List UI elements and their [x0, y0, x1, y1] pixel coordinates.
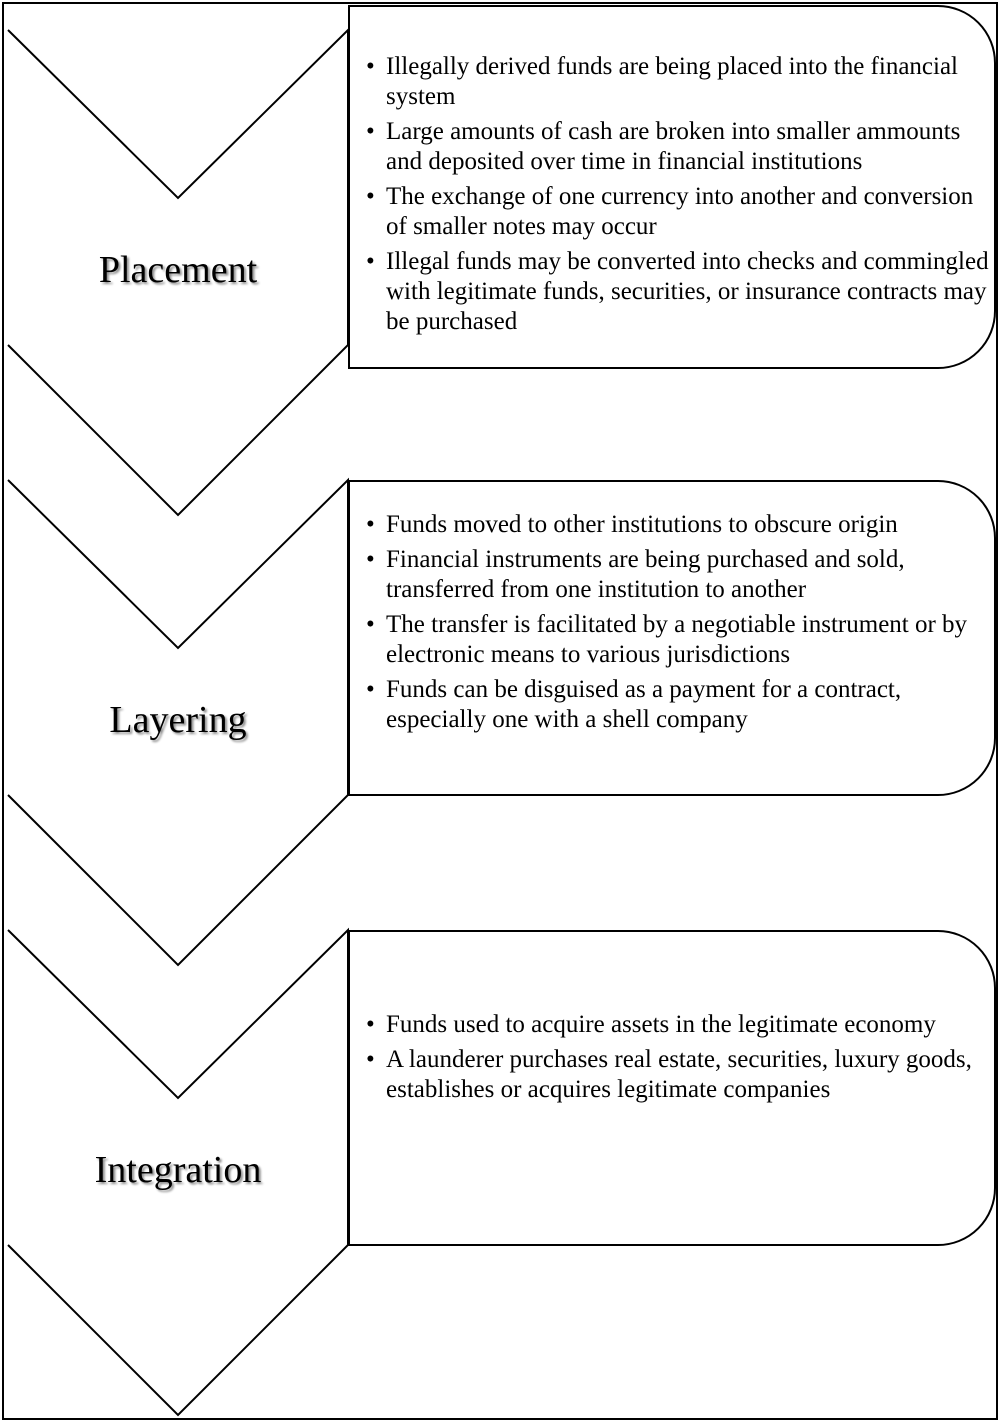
list-item: • Funds moved to other institutions to obscure origin	[350, 510, 994, 540]
stage-box-placement	[348, 5, 996, 369]
list-item: • The transfer is facilitated by a negotiable instrument or by electronic means to various jurisdictions	[350, 610, 994, 670]
bullet-list-integration	[350, 1010, 994, 1105]
stage-label-integration: Integration	[94, 1149, 262, 1191]
list-item: • Illegal funds may be converted into checks and commingled with legitimate funds, securities, or insurance contracts may be purchased	[350, 247, 994, 337]
stage-box-integration	[348, 930, 996, 1246]
stage-label-placement: Placement	[98, 249, 258, 291]
stage-box-layering	[348, 480, 996, 796]
stage-label-layering: Layering	[109, 699, 247, 741]
list-item: • Illegally derived funds are being placed into the financial system	[350, 52, 994, 112]
list-item: • Funds can be disguised as a payment for a contract, especially one with a shell company	[350, 675, 994, 735]
list-item: • Large amounts of cash are broken into smaller ammounts and deposited over time in financial institutions	[350, 117, 994, 177]
bullet-list-placement	[350, 52, 994, 337]
list-item: • A launderer purchases real estate, securities, luxury goods, establishes or acquires legitimate companies	[350, 1045, 994, 1105]
list-item: • Financial instruments are being purchased and sold, transferred from one institution to another	[350, 545, 994, 605]
list-item: • The exchange of one currency into another and conversion of smaller notes may occur	[350, 182, 994, 242]
bullet-list-layering	[350, 510, 994, 735]
list-item: • Funds used to acquire assets in the legitimate economy	[350, 1010, 994, 1040]
